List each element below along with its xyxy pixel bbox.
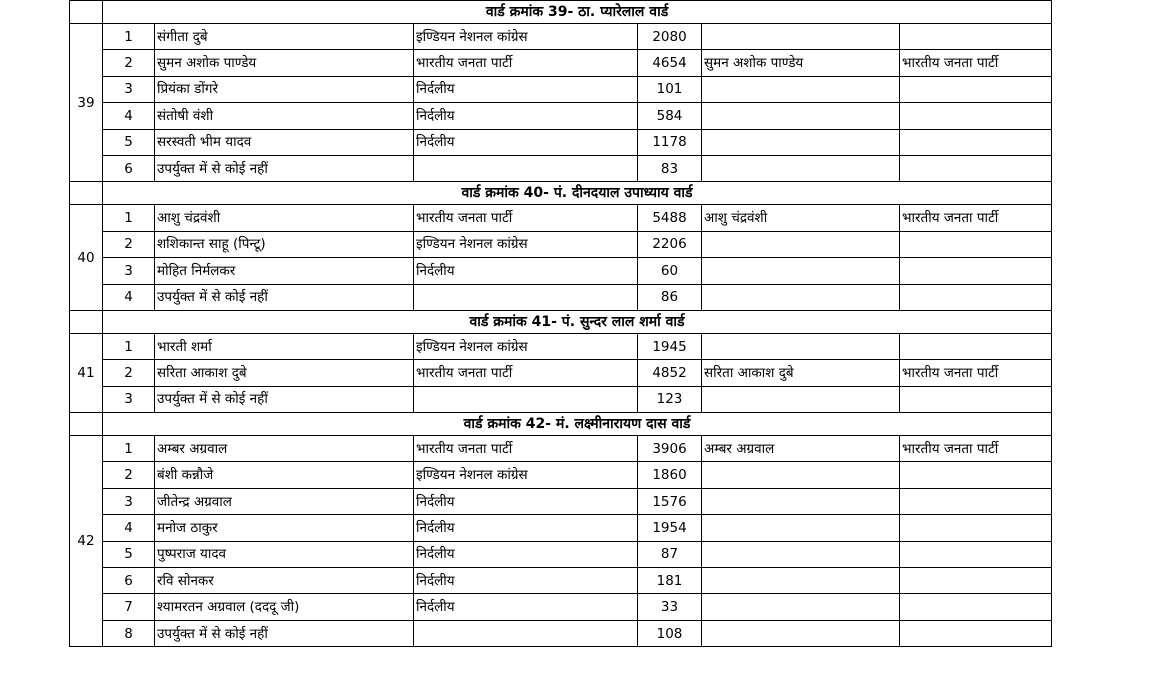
winner-party [900,76,1052,102]
candidate-row [70,462,1052,488]
candidate-serial: 3 [103,386,155,412]
candidate-serial: 1 [103,205,155,231]
candidate-party: इण्डियन नेशनल कांग्रेस [414,462,638,488]
candidate-name: आशु चंद्रवंशी [155,205,414,231]
winner-party [900,129,1052,155]
candidate-serial: 1 [103,24,155,50]
candidate-serial: 4 [103,515,155,541]
winner-party [900,488,1052,514]
candidate-name: अम्बर अग्रवाल [155,436,414,462]
ward-heading-spacer [70,413,103,436]
candidate-votes: 101 [638,76,702,102]
candidate-votes: 1178 [638,129,702,155]
candidate-party: निर्दलीय [414,568,638,594]
winner-party [900,386,1052,412]
candidate-party [414,620,638,646]
candidate-party: निर्दलीय [414,541,638,567]
candidate-name: सरिता आकाश दुबे [155,360,414,386]
candidate-name: मनोज ठाकुर [155,515,414,541]
winner-name: अम्बर अग्रवाल [702,436,900,462]
candidate-name: बंशी कन्नौजे [155,462,414,488]
candidate-row [70,541,1052,567]
winner-party [900,333,1052,359]
candidate-party: भारतीय जनता पार्टी [414,360,638,386]
winner-party [900,594,1052,620]
winner-name [702,568,900,594]
candidate-row [70,129,1052,155]
winner-name [702,620,900,646]
candidate-row [70,488,1052,514]
candidate-row [70,568,1052,594]
candidate-party: इण्डियन नेशनल कांग्रेस [414,333,638,359]
winner-name: सरिता आकाश दुबे [702,360,900,386]
ward-number: 42 [70,436,103,647]
candidate-row [70,205,1052,231]
candidate-name: भारती शर्मा [155,333,414,359]
candidate-votes: 584 [638,103,702,129]
candidate-name: उपर्युक्त में से कोई नहीं [155,155,414,181]
winner-name [702,24,900,50]
ward-number: 40 [70,205,103,311]
candidate-name: रवि सोनकर [155,568,414,594]
candidate-serial: 5 [103,541,155,567]
winner-name [702,284,900,310]
candidate-party: निर्दलीय [414,103,638,129]
candidate-votes: 123 [638,386,702,412]
ward-heading: वार्ड क्रमांक 41- पं. सुन्दर लाल शर्मा वार्ड [103,310,1052,333]
ward-heading: वार्ड क्रमांक 42- मं. लक्ष्मीनारायण दास वार्ड [103,413,1052,436]
ward-section [70,310,1052,412]
winner-name: सुमन अशोक पाण्डेय [702,50,900,76]
candidate-party: निर्दलीय [414,515,638,541]
candidate-serial: 3 [103,258,155,284]
candidate-row [70,360,1052,386]
winner-name [702,258,900,284]
ward-heading-row [70,413,1052,436]
ward-heading-row [70,1,1052,24]
candidate-row [70,333,1052,359]
candidate-name: श्यामरतन अग्रवाल (दददू जी) [155,594,414,620]
winner-name [702,155,900,181]
candidate-row [70,386,1052,412]
candidate-name: उपर्युक्त में से कोई नहीं [155,620,414,646]
candidate-row [70,24,1052,50]
winner-party: भारतीय जनता पार्टी [900,436,1052,462]
candidate-serial: 6 [103,568,155,594]
candidate-votes: 181 [638,568,702,594]
candidate-name: मोहित निर्मलकर [155,258,414,284]
candidate-name: जीतेन्द्र अग्रवाल [155,488,414,514]
candidate-row [70,155,1052,181]
candidate-name: संगीता दुबे [155,24,414,50]
candidate-row [70,436,1052,462]
ward-section [70,1,1052,182]
winner-party: भारतीय जनता पार्टी [900,360,1052,386]
candidate-serial: 2 [103,231,155,257]
candidate-party [414,155,638,181]
winner-name [702,231,900,257]
candidate-row [70,620,1052,646]
candidate-serial: 6 [103,155,155,181]
candidate-votes: 4852 [638,360,702,386]
winner-party: भारतीय जनता पार्टी [900,50,1052,76]
candidate-votes: 33 [638,594,702,620]
candidate-votes: 5488 [638,205,702,231]
candidate-row [70,50,1052,76]
ward-section [70,413,1052,647]
ward-heading: वार्ड क्रमांक 39- ठा. प्यारेलाल वार्ड [103,1,1052,24]
candidate-serial: 2 [103,50,155,76]
candidate-votes: 60 [638,258,702,284]
candidate-name: उपर्युक्त में से कोई नहीं [155,284,414,310]
winner-name: आशु चंद्रवंशी [702,205,900,231]
candidate-serial: 3 [103,488,155,514]
candidate-name: प्रियंका डोंगरे [155,76,414,102]
candidate-votes: 2206 [638,231,702,257]
winner-party [900,620,1052,646]
candidate-party: भारतीय जनता पार्टी [414,205,638,231]
winner-name [702,129,900,155]
winner-party [900,103,1052,129]
winner-name [702,103,900,129]
winner-party: भारतीय जनता पार्टी [900,205,1052,231]
candidate-row [70,231,1052,257]
candidate-serial: 2 [103,462,155,488]
candidate-votes: 2080 [638,24,702,50]
candidate-party: निर्दलीय [414,129,638,155]
candidate-serial: 4 [103,103,155,129]
candidate-name: संतोषी वंशी [155,103,414,129]
ward-heading-spacer [70,1,103,24]
candidate-votes: 86 [638,284,702,310]
winner-name [702,462,900,488]
candidate-party: निर्दलीय [414,594,638,620]
ward-heading-spacer [70,182,103,205]
winner-party [900,515,1052,541]
winner-name [702,488,900,514]
candidate-party: भारतीय जनता पार्टी [414,50,638,76]
winner-name [702,386,900,412]
candidate-votes: 3906 [638,436,702,462]
ward-results-table [69,0,1052,647]
winner-name [702,541,900,567]
candidate-votes: 1576 [638,488,702,514]
ward-heading-spacer [70,310,103,333]
candidate-party: इण्डियन नेशनल कांग्रेस [414,231,638,257]
winner-party [900,568,1052,594]
candidate-party [414,284,638,310]
candidate-votes: 1954 [638,515,702,541]
candidate-party: निर्दलीय [414,76,638,102]
ward-number: 39 [70,24,103,182]
winner-name [702,333,900,359]
candidate-votes: 1945 [638,333,702,359]
candidate-serial: 5 [103,129,155,155]
candidate-name: उपर्युक्त में से कोई नहीं [155,386,414,412]
candidate-party [414,386,638,412]
candidate-serial: 2 [103,360,155,386]
candidate-votes: 1860 [638,462,702,488]
candidate-party: भारतीय जनता पार्टी [414,436,638,462]
candidate-serial: 3 [103,76,155,102]
ward-heading: वार्ड क्रमांक 40- पं. दीनदयाल उपाध्याय वार्ड [103,182,1052,205]
winner-name [702,76,900,102]
candidate-party: निर्दलीय [414,488,638,514]
candidate-name: शशिकान्त साहू (पिन्टू) [155,231,414,257]
candidate-serial: 7 [103,594,155,620]
winner-party [900,462,1052,488]
candidate-name: सरस्वती भीम यादव [155,129,414,155]
ward-heading-row [70,310,1052,333]
ward-number: 41 [70,333,103,412]
candidate-name: पुष्पराज यादव [155,541,414,567]
candidate-party: इण्डियन नेशनल कांग्रेस [414,24,638,50]
ward-section [70,182,1052,311]
candidate-votes: 87 [638,541,702,567]
winner-party [900,284,1052,310]
winner-party [900,231,1052,257]
candidate-serial: 8 [103,620,155,646]
candidate-name: सुमन अशोक पाण्डेय [155,50,414,76]
candidate-serial: 4 [103,284,155,310]
winner-name [702,594,900,620]
winner-name [702,515,900,541]
candidate-party: निर्दलीय [414,258,638,284]
candidate-votes: 83 [638,155,702,181]
winner-party [900,24,1052,50]
ward-heading-row [70,182,1052,205]
candidate-row [70,76,1052,102]
winner-party [900,258,1052,284]
candidate-row [70,103,1052,129]
winner-party [900,541,1052,567]
candidate-votes: 108 [638,620,702,646]
candidate-votes: 4654 [638,50,702,76]
candidate-row [70,258,1052,284]
winner-party [900,155,1052,181]
candidate-row [70,515,1052,541]
candidate-serial: 1 [103,333,155,359]
candidate-row [70,284,1052,310]
candidate-row [70,594,1052,620]
candidate-serial: 1 [103,436,155,462]
